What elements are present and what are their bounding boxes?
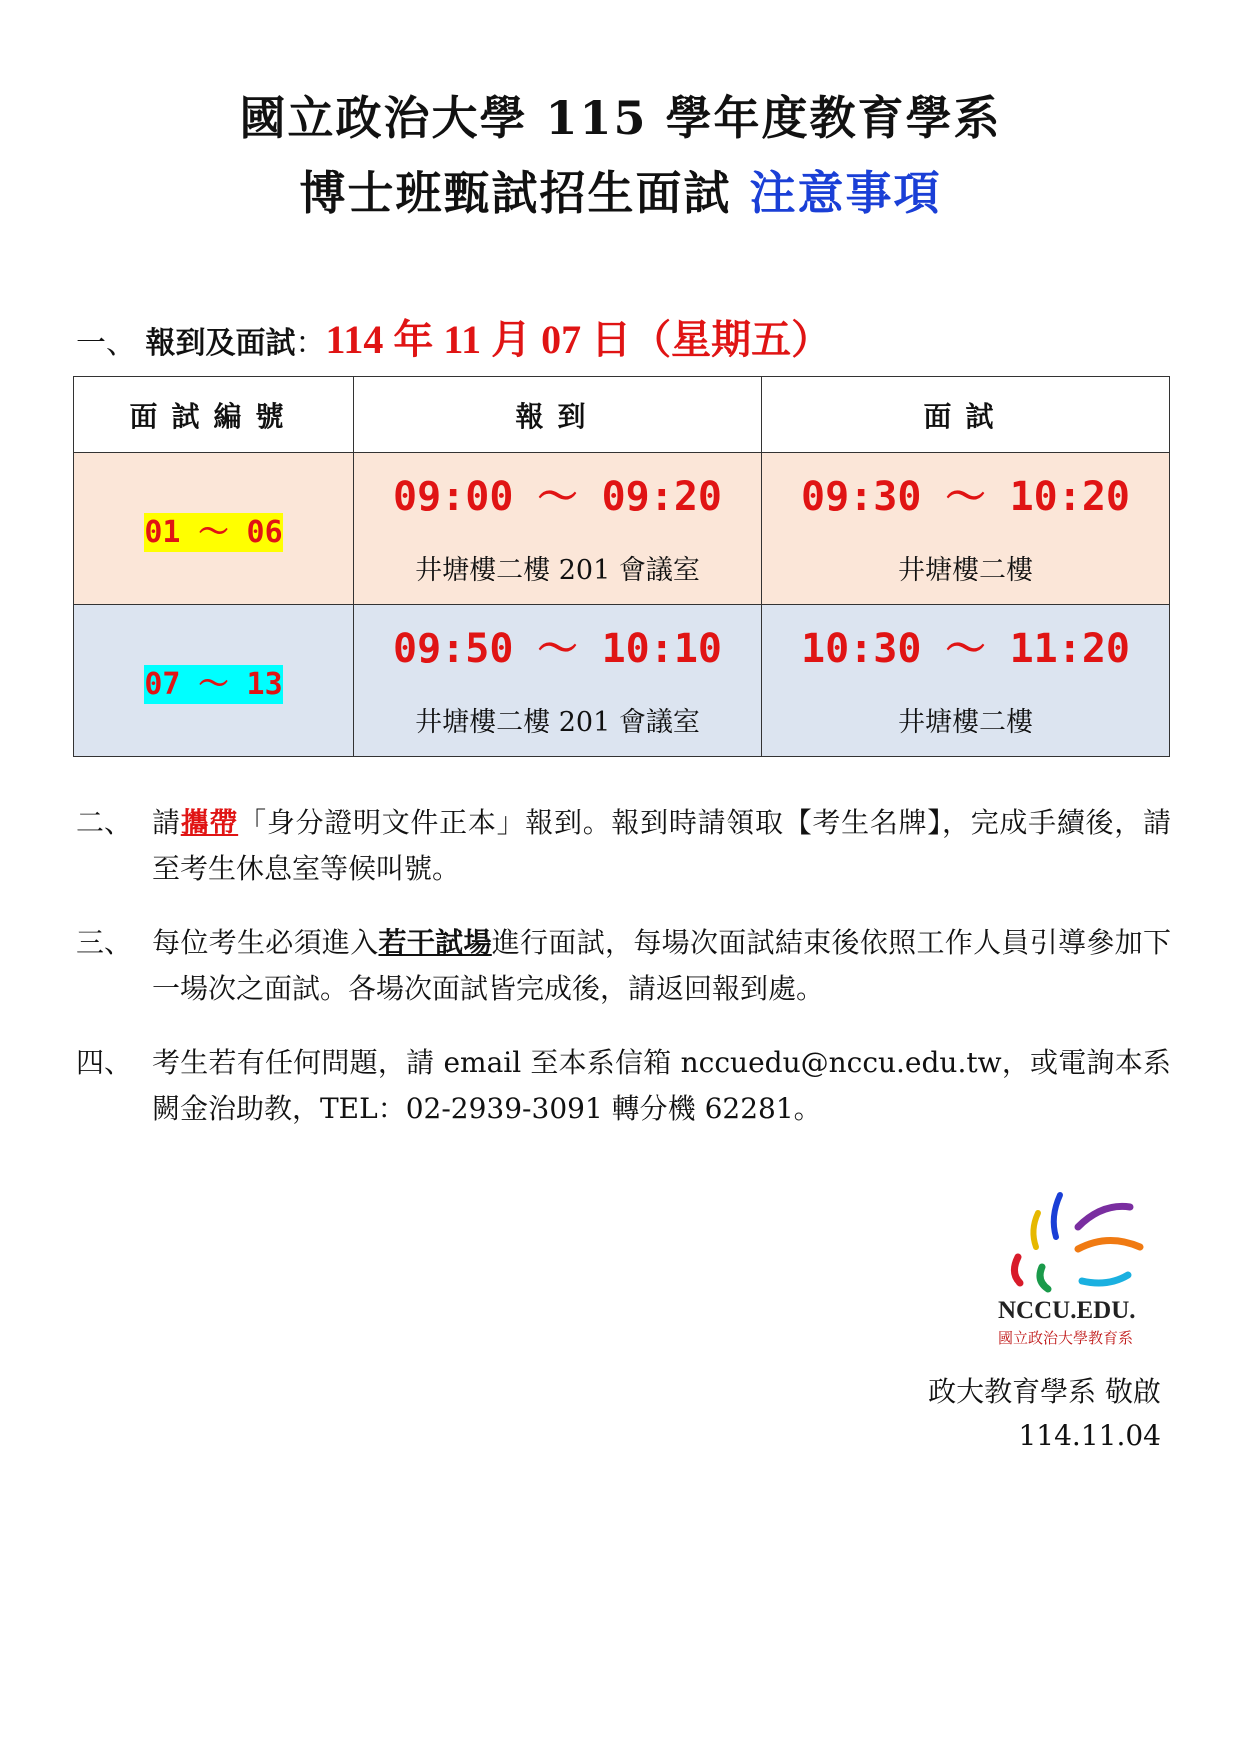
item-2-emph: 攜帶 xyxy=(180,806,239,839)
section-1-heading xyxy=(76,317,832,362)
item-3-post: 進行面試，每場次面試結束後依照工作人員引導參加下一場次之面試。各場次面試皆完成後，請返回報到處。 xyxy=(152,926,1171,1005)
logo-brand: NCCU.EDU. xyxy=(998,1297,1136,1324)
signature-sender: 政大教育學系 敬啟 xyxy=(928,1375,1161,1408)
table-row xyxy=(74,605,1170,757)
cell-interview xyxy=(762,453,1170,605)
signature-block xyxy=(928,1370,1161,1458)
item-2-pre: 請 xyxy=(152,806,181,839)
cell-code xyxy=(74,453,354,605)
interview-time: 10:30 ～ 11:20 xyxy=(801,625,1130,672)
checkin-place: 井塘樓二樓 201 會議室 xyxy=(415,706,700,738)
page-title-line2 xyxy=(0,166,1241,220)
page-title-line1: 國立政治大學 115 學年度教育學系 xyxy=(239,91,1002,145)
item-3-emph: 若干試場 xyxy=(378,926,492,959)
item-2 xyxy=(76,800,1171,892)
interview-place: 井塘樓二樓 xyxy=(898,706,1033,738)
checkin-place: 井塘樓二樓 201 會議室 xyxy=(415,554,700,586)
item-2-text xyxy=(152,800,1171,892)
cell-checkin xyxy=(354,453,762,605)
interview-place: 井塘樓二樓 xyxy=(898,554,1033,586)
cell-interview xyxy=(762,605,1170,757)
header-checkin: 報到 xyxy=(354,377,762,453)
cell-checkin xyxy=(354,605,762,757)
section-1-date: 114 年 11 月 07 日（星期五） xyxy=(325,317,832,362)
section-1-label: 報到及面試 xyxy=(145,326,296,361)
item-3-number: 三、 xyxy=(76,926,133,959)
header-interview: 面試 xyxy=(762,377,1170,453)
checkin-time: 09:50 ～ 10:10 xyxy=(393,625,722,672)
item-4-text: 考生若有任何問題，請 email 至本系信箱 nccuedu@nccu.edu.tw，或電詢本系闕金治助教，TEL：02-2939-3091 轉分機 62281。 xyxy=(152,1046,1171,1125)
nccu-edu-logo xyxy=(990,1185,1170,1345)
logo-subtitle: 國立政治大學教育系 xyxy=(998,1329,1134,1347)
title-accent: 注意事項 xyxy=(749,166,942,220)
interview-time: 09:30 ～ 10:20 xyxy=(801,473,1130,520)
code-range: 07 ～ 13 xyxy=(144,666,283,702)
item-3 xyxy=(76,920,1171,1012)
item-2-number: 二、 xyxy=(76,806,133,839)
cell-code xyxy=(74,605,354,757)
table-row xyxy=(74,453,1170,605)
header-code: 面試編號 xyxy=(74,377,354,453)
item-4 xyxy=(76,1040,1171,1132)
title-main: 博士班甄試招生面試 xyxy=(299,166,732,220)
item-3-pre: 每位考生必須進入 xyxy=(152,926,379,959)
section-1-number: 一、 xyxy=(76,326,136,361)
section-1-colon: ： xyxy=(295,326,326,361)
logo-mark-icon xyxy=(990,1185,1170,1295)
schedule-table xyxy=(73,376,1170,757)
item-4-number: 四、 xyxy=(76,1046,133,1079)
signature-date: 114.11.04 xyxy=(1018,1419,1161,1452)
item-2-post: 「身分證明文件正本」報到。報到時請領取【考生名牌】，完成手續後，請至考生休息室等候叫號。 xyxy=(152,806,1171,885)
checkin-time: 09:00 ～ 09:20 xyxy=(393,473,722,520)
item-3-text xyxy=(152,920,1171,1012)
table-header-row xyxy=(74,377,1170,453)
code-range: 01 ～ 06 xyxy=(144,514,283,550)
